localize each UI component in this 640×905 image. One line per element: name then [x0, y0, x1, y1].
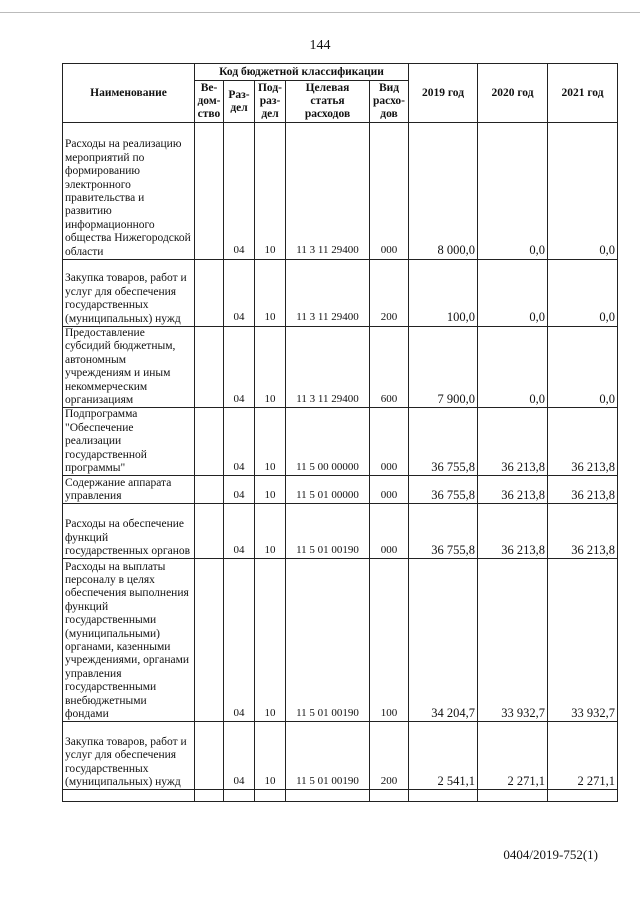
row-2019: 8 000,0	[409, 123, 478, 260]
scan-edge	[0, 0, 640, 13]
row-celevaya: 11 3 11 29400	[286, 260, 370, 327]
header-2021: 2021 год	[548, 64, 618, 123]
row-celevaya: 11 5 01 00000	[286, 476, 370, 504]
row-2020: 2 271,1	[478, 722, 548, 790]
row-2020: 0,0	[478, 260, 548, 327]
row-razdel: 04	[224, 327, 255, 408]
document-code: 0404/2019-752(1)	[503, 847, 598, 862]
row-2021: 2 271,1	[548, 722, 618, 790]
row-name: Подпрограмма "Обеспечение реализации государственной программы"	[63, 408, 195, 476]
header-vedomstvo: Ве-дом-ство	[195, 81, 224, 123]
row-name: Содержание аппарата управления	[63, 476, 195, 504]
row-vedomstvo	[195, 504, 224, 559]
table-row	[63, 476, 618, 504]
row-razdel: 04	[224, 123, 255, 260]
row-podrazdel: 10	[255, 722, 286, 790]
table-row	[63, 260, 618, 327]
row-name: Расходы на обеспечение функций государственных органов	[63, 504, 195, 559]
row-vedomstvo	[195, 722, 224, 790]
row-celevaya: 11 5 01 00190	[286, 722, 370, 790]
row-2019: 36 755,8	[409, 504, 478, 559]
row-vedomstvo	[195, 123, 224, 260]
row-vedomstvo	[195, 476, 224, 504]
header-code-group: Код бюджетной классификации	[195, 64, 409, 81]
row-vid: 600	[370, 327, 409, 408]
row-vid: 000	[370, 123, 409, 260]
row-vid: 000	[370, 408, 409, 476]
table-row	[63, 559, 618, 722]
header-razdel: Раз-дел	[224, 81, 255, 123]
row-vedomstvo	[195, 260, 224, 327]
row-celevaya: 11 5 01 00190	[286, 504, 370, 559]
row-name: Расходы на реализацию мероприятий по формированию электронного правительства и развитию информационного общества Нижегородской области	[63, 123, 195, 260]
row-podrazdel: 10	[255, 123, 286, 260]
row-razdel: 04	[224, 260, 255, 327]
row-2020: 0,0	[478, 327, 548, 408]
row-podrazdel: 10	[255, 260, 286, 327]
row-2021: 0,0	[548, 327, 618, 408]
row-2021: 0,0	[548, 260, 618, 327]
row-vedomstvo	[195, 327, 224, 408]
row-2020: 36 213,8	[478, 476, 548, 504]
row-2019: 34 204,7	[409, 559, 478, 722]
row-2019: 36 755,8	[409, 476, 478, 504]
row-podrazdel: 10	[255, 559, 286, 722]
header-name: Наименование	[63, 64, 195, 123]
row-2020: 36 213,8	[478, 408, 548, 476]
row-razdel: 04	[224, 504, 255, 559]
row-2020: 0,0	[478, 123, 548, 260]
row-celevaya: 11 3 11 29400	[286, 327, 370, 408]
row-name: Расходы на выплаты персоналу в целях обеспечения выполнения функций государственными (муниципальными) органами, казенными учреждениями, органами управления государственными внебюджетными фондами	[63, 559, 195, 722]
row-vid: 200	[370, 722, 409, 790]
row-name: Предоставление субсидий бюджетным, автономным учреждениям и иным некоммерческим организациям	[63, 327, 195, 408]
row-razdel: 04	[224, 722, 255, 790]
table-row	[63, 123, 618, 260]
row-2020: 33 932,7	[478, 559, 548, 722]
row-2021: 0,0	[548, 123, 618, 260]
row-razdel: 04	[224, 476, 255, 504]
table-row	[63, 722, 618, 790]
header-2019: 2019 год	[409, 64, 478, 123]
row-podrazdel: 10	[255, 504, 286, 559]
header-vid: Вид расхо-дов	[370, 81, 409, 123]
page-number: 144	[309, 38, 331, 53]
table-row-empty	[63, 790, 618, 802]
table-row	[63, 327, 618, 408]
row-name: Закупка товаров, работ и услуг для обеспечения государственных (муниципальных) нужд	[63, 722, 195, 790]
row-vedomstvo	[195, 559, 224, 722]
row-vid: 100	[370, 559, 409, 722]
row-podrazdel: 10	[255, 327, 286, 408]
header-celevaya: Целевая статья расходов	[286, 81, 370, 123]
row-vid: 000	[370, 476, 409, 504]
row-celevaya: 11 5 01 00190	[286, 559, 370, 722]
row-celevaya: 11 5 00 00000	[286, 408, 370, 476]
row-podrazdel: 10	[255, 408, 286, 476]
row-razdel: 04	[224, 408, 255, 476]
row-name: Закупка товаров, работ и услуг для обеспечения государственных (муниципальных) нужд	[63, 260, 195, 327]
budget-table	[62, 63, 618, 802]
row-vedomstvo	[195, 408, 224, 476]
row-2019: 7 900,0	[409, 327, 478, 408]
row-2021: 36 213,8	[548, 504, 618, 559]
header-podrazdel: Под-раз-дел	[255, 81, 286, 123]
header-2020: 2020 год	[478, 64, 548, 123]
row-celevaya: 11 3 11 29400	[286, 123, 370, 260]
row-2021: 36 213,8	[548, 476, 618, 504]
row-2019: 36 755,8	[409, 408, 478, 476]
row-podrazdel: 10	[255, 476, 286, 504]
row-2020: 36 213,8	[478, 504, 548, 559]
row-vid: 200	[370, 260, 409, 327]
row-2019: 2 541,1	[409, 722, 478, 790]
table-row	[63, 504, 618, 559]
row-vid: 000	[370, 504, 409, 559]
row-2021: 33 932,7	[548, 559, 618, 722]
row-razdel: 04	[224, 559, 255, 722]
row-2021: 36 213,8	[548, 408, 618, 476]
row-2019: 100,0	[409, 260, 478, 327]
table-row	[63, 408, 618, 476]
